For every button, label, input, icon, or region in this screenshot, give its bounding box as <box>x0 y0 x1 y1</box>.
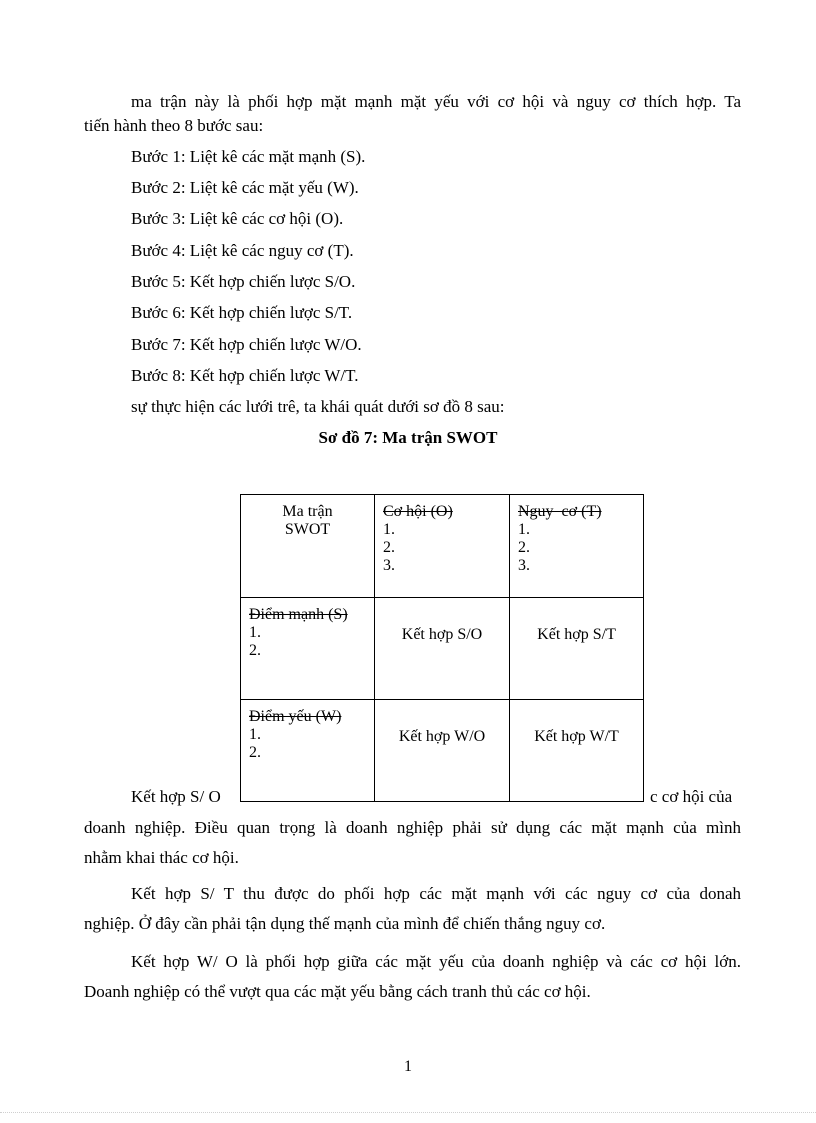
opportunity-item: 3. <box>383 557 395 574</box>
weaknesses-label: Điểm yếu (W) <box>249 708 342 725</box>
matrix-corner-cell <box>241 495 375 598</box>
swot-matrix <box>240 494 644 802</box>
step-5: Bước 5: Kết hợp chiến lược S/O. <box>131 272 356 291</box>
st-label: Kết hợp S/T <box>537 626 616 643</box>
figure-title: Sơ đồ 7: Ma trận SWOT <box>318 428 498 447</box>
strengths-label: Điểm mạnh (S) <box>249 606 348 623</box>
intro-line-1: ma trận này là phối hợp mặt mạnh mặt yếu với cơ hội và nguy cơ thích hợp. Ta <box>131 92 741 111</box>
page-bottom-divider <box>0 1112 816 1113</box>
opportunities-label: Cơ hội (O) <box>383 503 453 520</box>
threats-label: Nguy cơ (T) <box>518 503 602 520</box>
para-so-line-1-start: Kết hợp S/ O <box>131 787 221 806</box>
so-label: Kết hợp S/O <box>401 626 483 643</box>
step-4: Bước 4: Liệt kê các nguy cơ (T). <box>131 241 354 260</box>
step-7: Bước 7: Kết hợp chiến lược W/O. <box>131 335 362 354</box>
strength-item: 1. <box>249 624 261 641</box>
para-st-line-1: Kết hợp S/ T thu được do phối hợp các mặt mạnh với các nguy cơ của donah <box>131 884 741 903</box>
corner-line-1: Ma trận <box>282 503 333 520</box>
para-st-line-2: nghiệp. Ở đây cần phải tận dụng thế mạnh của mình để chiến thắng nguy cơ. <box>84 914 606 933</box>
wt-label: Kết hợp W/T <box>534 728 619 745</box>
threat-item: 2. <box>518 539 530 556</box>
step-1: Bước 1: Liệt kê các mặt mạnh (S). <box>131 147 366 166</box>
weaknesses-header-cell <box>241 700 375 802</box>
corner-line-2: SWOT <box>284 521 331 538</box>
wo-label: Kết hợp W/O <box>398 728 486 745</box>
strengths-header-cell <box>241 598 375 700</box>
para-wo-line-1: Kết hợp W/ O là phối hợp giữa các mặt yếu của doanh nghiệp và các cơ hội lớn. <box>131 952 741 971</box>
opportunity-item: 2. <box>383 539 395 556</box>
wt-cell <box>510 700 644 802</box>
summary-line: sự thực hiện các lưới trê, ta khái quát dưới sơ đồ 8 sau: <box>131 397 505 416</box>
opportunity-item: 1. <box>383 521 395 538</box>
para-so-line-1-end: c cơ hội của <box>650 787 733 806</box>
strength-item: 2. <box>249 642 261 659</box>
para-so-line-3: nhằm khai thác cơ hội. <box>84 848 239 867</box>
intro-line-2: tiến hành theo 8 bước sau: <box>84 116 264 135</box>
wo-cell <box>375 700 510 802</box>
step-2: Bước 2: Liệt kê các mặt yếu (W). <box>131 178 359 197</box>
threat-item: 1. <box>518 521 530 538</box>
step-6: Bước 6: Kết hợp chiến lược S/T. <box>131 303 353 322</box>
threats-header-cell <box>510 495 644 598</box>
weakness-item: 2. <box>249 744 261 761</box>
para-wo-line-2: Doanh nghiệp có thể vượt qua các mặt yếu bằng cách tranh thủ các cơ hội. <box>84 982 591 1001</box>
threat-item: 3. <box>518 557 530 574</box>
st-cell <box>510 598 644 700</box>
weakness-item: 1. <box>249 726 261 743</box>
step-3: Bước 3: Liệt kê các cơ hội (O). <box>131 209 344 228</box>
so-cell <box>375 598 510 700</box>
step-8: Bước 8: Kết hợp chiến lược W/T. <box>131 366 359 385</box>
opportunities-header-cell <box>375 495 510 598</box>
page-number: 1 <box>404 1058 412 1075</box>
para-so-line-2: doanh nghiệp. Điều quan trọng là doanh nghiệp phải sử dụng các mặt mạnh của mình <box>84 818 741 837</box>
